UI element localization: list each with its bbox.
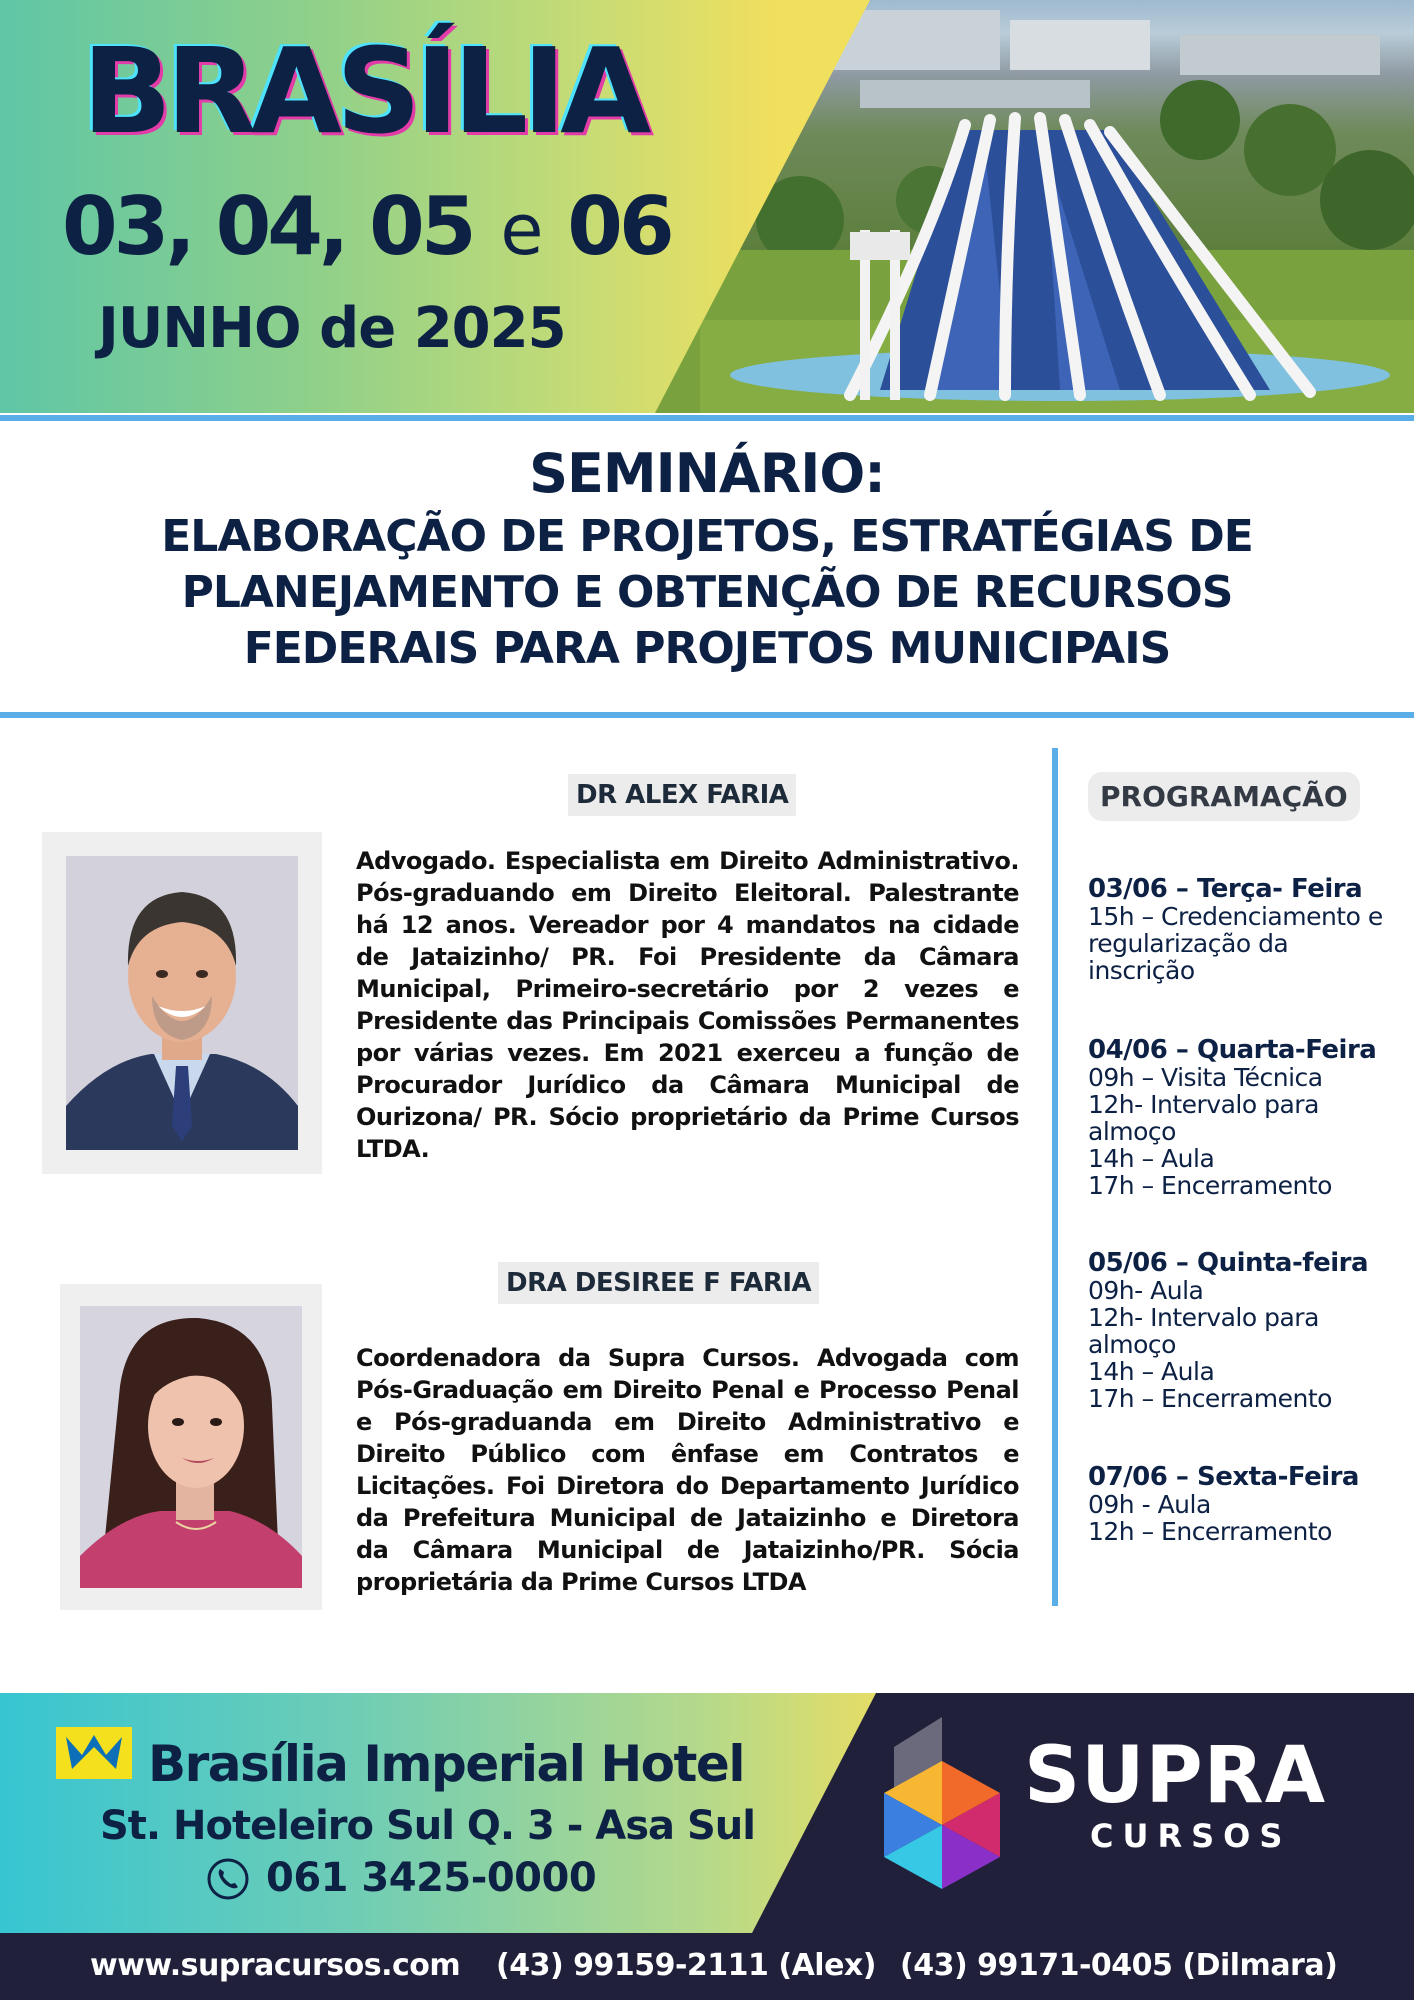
program-day-3 <box>1088 1250 1414 1412</box>
program-day-4-name: 07/06 – Sexta-Feira <box>1088 1462 1359 1492</box>
program-item: 17h – Encerramento <box>1088 1171 1332 1200</box>
program-title: PROGRAMAÇÃO <box>1088 772 1360 821</box>
date-3: 05 <box>369 180 473 273</box>
program-item: 17h – Encerramento <box>1088 1384 1332 1413</box>
divider-top <box>0 415 1414 421</box>
date-4: 06 <box>567 180 671 273</box>
program-day-1 <box>1088 876 1414 984</box>
title-line-3: FEDERAIS PARA PROJETOS MUNICIPAIS <box>243 623 1171 674</box>
title-line-2: PLANEJAMENTO E OBTENÇÃO DE RECURSOS <box>181 567 1233 618</box>
program-item: 15h – Credenciamento e <box>1088 902 1383 931</box>
program-divider <box>1052 748 1058 1606</box>
contact-bar <box>0 1933 1414 2000</box>
event-month-year: JUNHO de 2025 <box>98 296 566 361</box>
speaker-2-photo <box>80 1306 302 1588</box>
title-line-1: ELABORAÇÃO DE PROJETOS, ESTRATÉGIAS DE <box>161 511 1253 562</box>
program-item: 12h- Intervalo para <box>1088 1303 1319 1332</box>
seminar-title <box>0 424 1414 677</box>
speaker-2-bio: Coordenadora da Supra Cursos. Advogada com Pós-Graduação em Direito Penal e Processo Penal e Pós-graduanda em Direito Administrativo e Direito Público com ênfase em Contratos e Licitações. Foi Diretora do Departamento Jurídico da Prefeitura Municipal de Jataizinho e Diretora da Câmara Municipal de Jataizinho/PR. Sócia proprietária da Prime Cursos LTDA <box>356 1344 1019 1596</box>
hotel-phone: 061 3425-0000 <box>266 1855 597 1901</box>
supra-brand-subtitle: CURSOS <box>1090 1817 1292 1855</box>
program-item: 14h – Aula <box>1088 1144 1215 1173</box>
program-day-2-name: 04/06 – Quarta-Feira <box>1088 1035 1377 1065</box>
program-item: 12h – Encerramento <box>1088 1517 1332 1546</box>
program-item: inscrição <box>1088 956 1195 985</box>
seminar-label: SEMINÁRIO: <box>529 442 885 505</box>
program-item: regularização da <box>1088 929 1289 958</box>
city-title: BRASÍLIA <box>82 22 646 160</box>
speaker-1-name: DR ALEX FARIA <box>568 774 796 816</box>
program-item: 09h – Visita Técnica <box>1088 1063 1323 1092</box>
supra-brand-name: SUPRA <box>1024 1731 1327 1821</box>
header-banner <box>0 0 1414 413</box>
date-1: 03, <box>62 180 192 273</box>
speaker-2-photo-frame <box>60 1284 322 1610</box>
program-day-1-name: 03/06 – Terça- Feira <box>1088 874 1363 904</box>
speaker-1-photo-frame <box>42 832 322 1174</box>
hotel-address: St. Hoteleiro Sul Q. 3 - Asa Sul <box>100 1803 755 1849</box>
hotel-crown-logo-icon <box>56 1727 132 1785</box>
speaker-2-name: DRA DESIREE F FARIA <box>498 1262 819 1304</box>
program-item: 14h – Aula <box>1088 1357 1215 1386</box>
program-day-3-name: 05/06 – Quinta-feira <box>1088 1248 1368 1278</box>
hotel-name: Brasília Imperial Hotel <box>148 1735 744 1793</box>
supra-cube-logo-icon <box>874 1717 1010 1893</box>
footer-banner <box>0 1693 1414 1933</box>
program-item: almoço <box>1088 1117 1176 1146</box>
date-2: 04, <box>215 180 346 273</box>
website-link[interactable]: www.supracursos.com <box>90 1948 461 1983</box>
divider-bottom <box>0 712 1414 718</box>
program-day-2 <box>1088 1037 1414 1199</box>
phone-alex[interactable]: (43) 99159-2111 (Alex) <box>496 1948 876 1983</box>
phone-dilmara[interactable]: (43) 99171-0405 (Dilmara) <box>900 1948 1338 1983</box>
program-item: 09h- Aula <box>1088 1276 1204 1305</box>
speaker-1-bio: Advogado. Especialista em Direito Administrativo. Pós-graduando em Direito Eleitoral. Palestrante há 12 anos. Vereador por 4 mandatos na cidade de Jataizinho/ PR. Foi Presidente da Câmara Municipal, Primeiro-secretário por 2 vezes e Presidente das Principais Comissões Permanentes por várias vezes. Em 2021 exerceu a função de Procurador Jurídico da Câmara Municipal de Ourizona/ PR. Sócio proprietário da Prime Cursos LTDA. <box>356 847 1019 1163</box>
phone-icon <box>206 1857 250 1901</box>
program-day-4 <box>1088 1464 1414 1545</box>
date-conjunction: e <box>500 189 540 271</box>
program-item: 12h- Intervalo para <box>1088 1090 1319 1119</box>
event-dates <box>62 180 671 273</box>
speaker-1-photo <box>66 856 298 1150</box>
program-item: almoço <box>1088 1330 1176 1359</box>
program-item: 09h - Aula <box>1088 1490 1211 1519</box>
